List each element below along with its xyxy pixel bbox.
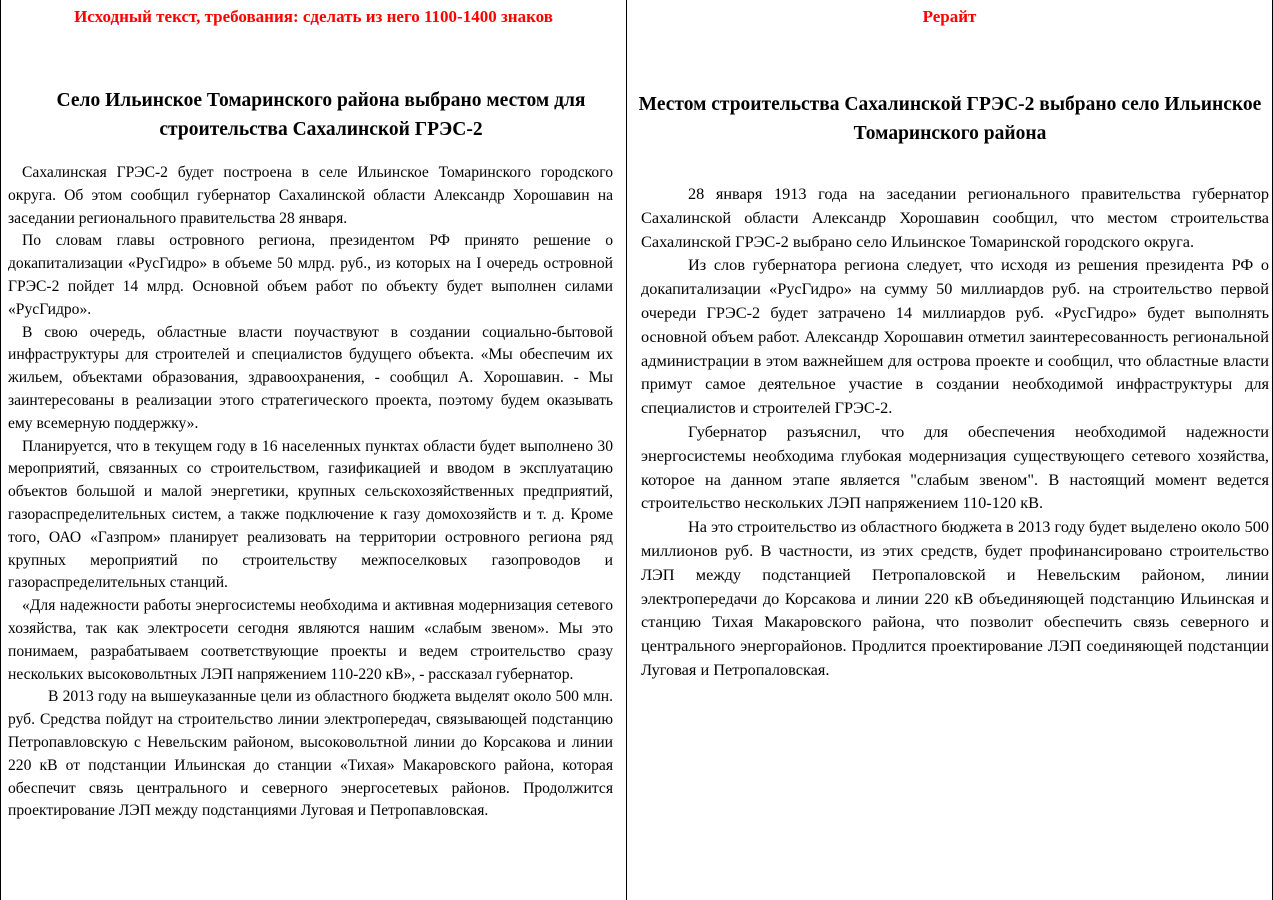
original-text-column <box>0 0 627 900</box>
original-paragraph: Планируется, что в текущем году в 16 населенных пунктах области будет выполнено 30 мероприятий, связанных со строительством, газификацией и вводом в эксплуатацию объектов большой и малой энергетики, крупных сельскохозяйственных предприятий, газораспределительных систем, а также подключение к газу домохозяйств и т. д. Кроме того, ОАО «Газпром» планирует реализовать на территории островного региона ряд крупных мероприятий по строительству межпоселковых газопроводов и газораспределительных станций. <box>8 437 613 592</box>
rewrite-article-body <box>641 182 1269 682</box>
original-article-title: Село Ильинское Томаринского района выбрано местом для строительства Сахалинской ГРЭС-2 <box>56 90 586 141</box>
original-paragraph: Сахалинская ГРЭС-2 будет построена в селе Ильинское Томаринского городского округа. Об этом сообщил губернатор Сахалинской области Александр Хорошавин на заседании регионального правительства 28 января. <box>8 164 613 227</box>
rewrite-paragraph: Губернатор разъяснил, что для обеспечения необходимой надежности энергосистемы необходима глубокая модернизация существующего сетевого хозяйства, которое на данном этапе является "слабым звеном". В настоящий момент ведется строительство нескольких ЛЭП напряжением 110-120 кВ. <box>641 421 1269 513</box>
original-article-body <box>8 162 613 823</box>
original-paragraph: В 2013 году на вышеуказанные цели из областного бюджета выделят около 500 млн. руб. Средства пойдут на строительство линии электропередач, связывающей подстанцию Петропавловскую с Невельским районом, высоковольтной линии до Корсакова и линии 220 кВ от подстанции Ильинская до станции «Тихая» Макаровского района, которая обеспечит связь центрального и северного энергосетевых районов. Продолжится проектирование ЛЭП между подстанциями Луговая и Петропавловская. <box>8 688 613 820</box>
rewrite-paragraph: На это строительство из областного бюджета в 2013 году будет выделено около 500 миллионов руб. В частности, из этих средств, будет профинансировано строительство ЛЭП между подстанцией Петропаловской и Невельским районом, линии электропередачи до Корсакова и линии 220 кВ объединяющей подстанцию Ильинская и станцию Тихая Макаровского района, что позволит обеспечить связь северного и центрального энергорайонов. Продлится проектирование ЛЭП соединяющей подстанции Луговая и Петропаловская. <box>641 517 1269 679</box>
rewrite-paragraph: Из слов губернатора региона следует, что исходя из решения президента РФ о докапитализации «РусГидро» на сумму 50 миллиардов руб. на строительство первой очереди ГРЭС-2 будет затрачено 14 миллиардов руб. «РусГидро» будет выполнять основной объем работ. Александр Хорошавин отметил заинтересованность региональной администрации в этом важнейшем для острова проекте и сообщил, что областные власти примут самое деятельное участие в создании необходимой инфраструктуры для специалистов и строителей ГРЭС-2. <box>641 255 1269 418</box>
original-paragraph: В свою очередь, областные власти поучаствуют в создании социально-бытовой инфраструктуры для строителей и специалистов будущего объекта. «Мы обеспечим их жильем, объектами образования, здравоохранения, - сообщил А. Хорошавин. - Мы заинтересованы в реализации этого стратегического проекта, поэтому будем оказывать ему всемерную поддержку». <box>8 323 613 432</box>
original-column-header: Исходный текст, требования: сделать из него 1100-1400 знаков <box>74 7 553 26</box>
rewrite-article-title: Местом строительства Сахалинской ГРЭС-2 выбрано село Ильинское Томаринского района <box>638 94 1262 145</box>
original-paragraph: «Для надежности работы энергосистемы необходима и активная модернизация сетевого хозяйства, так как электросети сегодня являются нашим «слабым звеном». Мы это понимаем, разрабатываем соответствующие проекты и ведем строительство сразу нескольких высоковольтных ЛЭП напряжением 110-220 кВ», - рассказал губернатор. <box>8 597 613 683</box>
rewrite-paragraph: 28 января 1913 года на заседании регионального правительства губернатор Сахалинской области Александр Хорошавин сообщил, что местом строительства Сахалинской ГРЭС-2 выбрано село Ильинское Томаринской городского округа. <box>641 184 1269 251</box>
rewrite-column <box>627 0 1273 900</box>
original-paragraph: По словам главы островного региона, президентом РФ принято решение о докапитализации «РусГидро» в объеме 50 млрд. руб., из которых на I очередь островной ГРЭС-2 пойдет 14 млрд. Основной объем работ по объекту будет выполнен силами «РусГидро». <box>8 232 613 318</box>
rewrite-column-header: Рерайт <box>922 7 977 26</box>
